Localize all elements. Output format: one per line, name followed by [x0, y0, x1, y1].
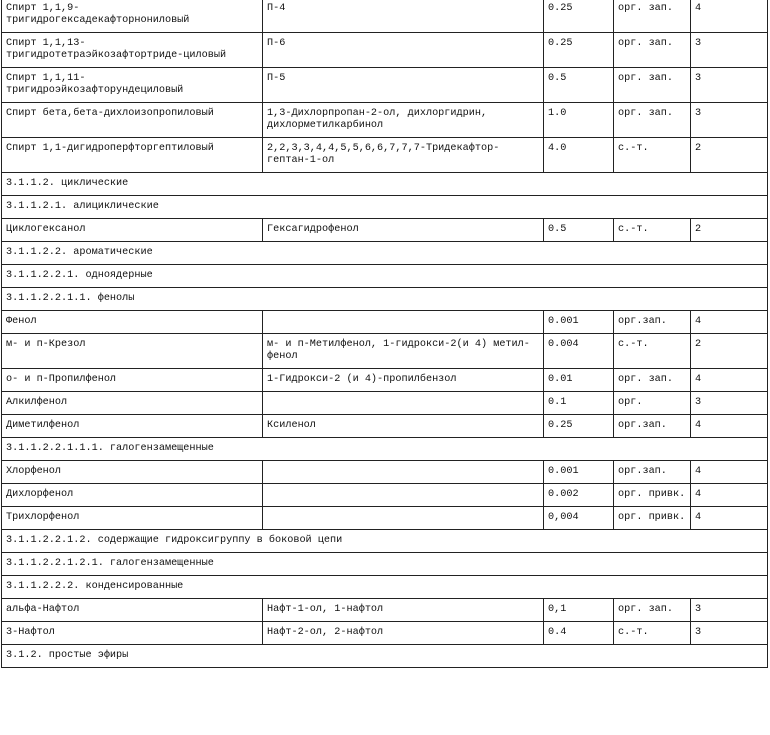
table-row — [2, 622, 768, 645]
table-row — [2, 461, 768, 484]
concentration-cell: 0.1 — [544, 392, 614, 415]
section-header: 3.1.2. простые эфиры — [2, 645, 768, 668]
substance-name-cell: Трихлорфенол — [2, 507, 263, 530]
table-row — [2, 392, 768, 415]
substance-name-cell: Диметилфенол — [2, 415, 263, 438]
table-row — [2, 68, 768, 103]
hazard-indicator-cell: с.-т. — [614, 622, 691, 645]
section-header: 3.1.1.2. циклические — [2, 173, 768, 196]
synonym-cell: 1,3-Дихлорпропан-2-ол, дихлоргидрин, дихлорметилкарбинол — [263, 103, 544, 138]
hazard-class-cell: 4 — [691, 369, 768, 392]
substance-name-cell: Циклогексанол — [2, 219, 263, 242]
synonym-cell: Нафт-2-ол, 2-нафтол — [263, 622, 544, 645]
substance-name-cell: Спирт бета,бета-дихлоизопропиловый — [2, 103, 263, 138]
section-header: 3.1.1.2.2.1.2.1. галогензамещенные — [2, 553, 768, 576]
substance-name-cell: Спирт 1,1-дигидроперфторгептиловый — [2, 138, 263, 173]
substance-name-cell: 3-Нафтол — [2, 622, 263, 645]
section-header: 3.1.1.2.2.2. конденсированные — [2, 576, 768, 599]
substance-name-cell: о- и п-Пропилфенол — [2, 369, 263, 392]
hazard-indicator-cell: орг.зап. — [614, 415, 691, 438]
concentration-cell: 0.001 — [544, 311, 614, 334]
section-header-row — [2, 438, 768, 461]
table-row — [2, 507, 768, 530]
concentration-cell: 0.25 — [544, 415, 614, 438]
synonym-cell: Гексагидрофенол — [263, 219, 544, 242]
concentration-cell: 0.001 — [544, 461, 614, 484]
substance-name-cell: м- и п-Крезол — [2, 334, 263, 369]
hazard-indicator-cell: с.-т. — [614, 219, 691, 242]
concentration-cell: 0.5 — [544, 68, 614, 103]
table-row — [2, 0, 768, 33]
hazard-indicator-cell: орг. — [614, 392, 691, 415]
concentration-cell: 1.0 — [544, 103, 614, 138]
section-header-row — [2, 173, 768, 196]
concentration-cell: 0.01 — [544, 369, 614, 392]
hazard-class-cell: 2 — [691, 334, 768, 369]
synonym-cell — [263, 507, 544, 530]
concentration-cell: 0.25 — [544, 0, 614, 33]
table-row — [2, 33, 768, 68]
concentration-cell: 0.002 — [544, 484, 614, 507]
synonym-cell: П-4 — [263, 0, 544, 33]
section-header: 3.1.1.2.2.1.1.1. галогензамещенные — [2, 438, 768, 461]
table-row — [2, 599, 768, 622]
concentration-cell: 0,004 — [544, 507, 614, 530]
synonym-cell — [263, 392, 544, 415]
table-row — [2, 138, 768, 173]
table-row — [2, 369, 768, 392]
hazard-class-cell: 3 — [691, 622, 768, 645]
substance-name-cell: альфа-Нафтол — [2, 599, 263, 622]
section-header: 3.1.1.2.2.1. одноядерные — [2, 265, 768, 288]
synonym-cell — [263, 461, 544, 484]
section-header-row — [2, 645, 768, 668]
hazard-class-cell: 3 — [691, 68, 768, 103]
table-row — [2, 484, 768, 507]
hazard-class-cell: 4 — [691, 0, 768, 33]
concentration-cell: 0.4 — [544, 622, 614, 645]
hazard-indicator-cell: с.-т. — [614, 138, 691, 173]
section-header-row — [2, 576, 768, 599]
hazard-indicator-cell: орг. зап. — [614, 0, 691, 33]
concentration-cell: 0.004 — [544, 334, 614, 369]
table-row — [2, 415, 768, 438]
synonym-cell: Ксиленол — [263, 415, 544, 438]
substance-name-cell: Фенол — [2, 311, 263, 334]
hazard-indicator-cell: орг. зап. — [614, 68, 691, 103]
table-row — [2, 334, 768, 369]
hazard-class-cell: 3 — [691, 392, 768, 415]
table-row — [2, 103, 768, 138]
hazard-indicator-cell: орг.зап. — [614, 461, 691, 484]
table-row — [2, 219, 768, 242]
hazard-indicator-cell: орг. привк. — [614, 507, 691, 530]
hazard-class-cell: 4 — [691, 415, 768, 438]
synonym-cell: 1-Гидрокси-2 (и 4)-пропилбензол — [263, 369, 544, 392]
hazard-class-cell: 4 — [691, 507, 768, 530]
hazard-class-cell: 3 — [691, 33, 768, 68]
hazard-indicator-cell: орг. зап. — [614, 103, 691, 138]
hazard-indicator-cell: с.-т. — [614, 334, 691, 369]
section-header-row — [2, 265, 768, 288]
synonym-cell: П-5 — [263, 68, 544, 103]
substance-name-cell: Хлорфенол — [2, 461, 263, 484]
hazard-indicator-cell: орг. зап. — [614, 599, 691, 622]
hazard-indicator-cell: орг. зап. — [614, 369, 691, 392]
synonym-cell: м- и п-Метилфенол, 1-гидрокси-2(и 4) метил-фенол — [263, 334, 544, 369]
synonym-cell: П-6 — [263, 33, 544, 68]
section-header: 3.1.1.2.2.1.2. содержащие гидроксигруппу в боковой цепи — [2, 530, 768, 553]
hazard-indicator-cell: орг.зап. — [614, 311, 691, 334]
hazard-class-cell: 3 — [691, 599, 768, 622]
hazard-class-cell: 2 — [691, 138, 768, 173]
substance-name-cell: Дихлорфенол — [2, 484, 263, 507]
section-header-row — [2, 288, 768, 311]
section-header: 3.1.1.2.2. ароматические — [2, 242, 768, 265]
concentration-cell: 4.0 — [544, 138, 614, 173]
section-header-row — [2, 530, 768, 553]
synonym-cell: Нафт-1-ол, 1-нафтол — [263, 599, 544, 622]
section-header-row — [2, 553, 768, 576]
section-header-row — [2, 242, 768, 265]
hazard-class-cell: 4 — [691, 461, 768, 484]
substance-name-cell: Спирт 1,1,11-тригидроэйкозафторундециловый — [2, 68, 263, 103]
hazard-indicator-cell: орг. привк. — [614, 484, 691, 507]
section-header: 3.1.1.2.1. алициклические — [2, 196, 768, 219]
substance-table — [1, 0, 768, 668]
concentration-cell: 0,1 — [544, 599, 614, 622]
hazard-class-cell: 2 — [691, 219, 768, 242]
substance-name-cell: Алкилфенол — [2, 392, 263, 415]
substance-table-body — [2, 0, 768, 668]
synonym-cell — [263, 484, 544, 507]
hazard-class-cell: 3 — [691, 103, 768, 138]
substance-name-cell: Спирт 1,1,13-тригидротетраэйкозафтортриде-циловый — [2, 33, 263, 68]
table-row — [2, 311, 768, 334]
hazard-class-cell: 4 — [691, 311, 768, 334]
hazard-class-cell: 4 — [691, 484, 768, 507]
synonym-cell: 2,2,3,3,4,4,5,5,6,6,7,7,7-Тридекафтор-гептан-1-ол — [263, 138, 544, 173]
section-header: 3.1.1.2.2.1.1. фенолы — [2, 288, 768, 311]
concentration-cell: 0.25 — [544, 33, 614, 68]
synonym-cell — [263, 311, 544, 334]
concentration-cell: 0.5 — [544, 219, 614, 242]
section-header-row — [2, 196, 768, 219]
substance-name-cell: Спирт 1,1,9-тригидрогексадекафторнониловый — [2, 0, 263, 33]
hazard-indicator-cell: орг. зап. — [614, 33, 691, 68]
